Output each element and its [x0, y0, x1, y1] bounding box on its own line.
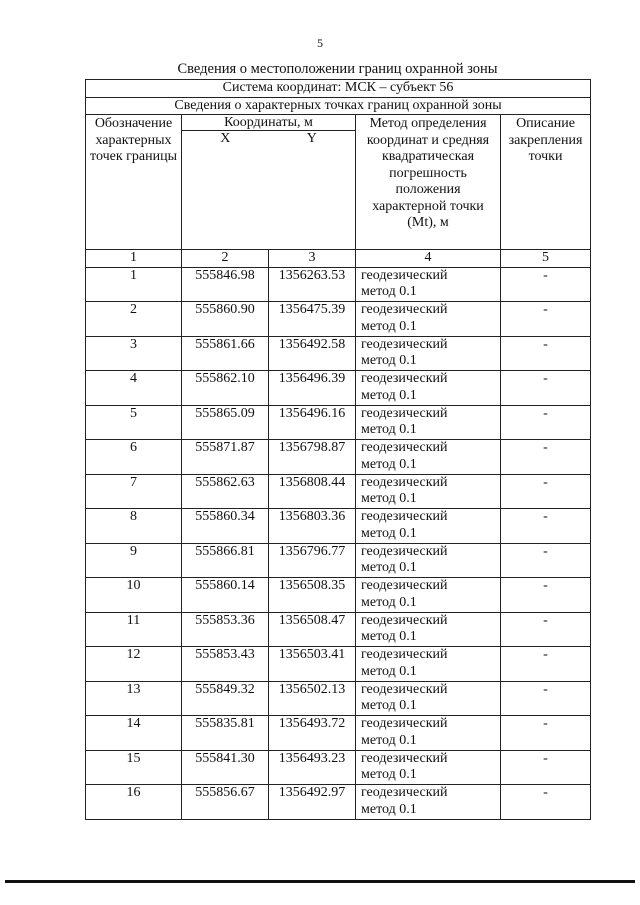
coord-x: 555862.10 [182, 371, 269, 406]
method-cell [356, 302, 501, 337]
description-cell: - [501, 509, 591, 544]
coord-x: 555860.34 [182, 509, 269, 544]
method-line: метод 0.1 [361, 284, 417, 299]
point-number: 16 [86, 785, 182, 820]
description-cell: - [501, 612, 591, 647]
point-number: 12 [86, 647, 182, 682]
description-cell: - [501, 750, 591, 785]
method-cell [356, 612, 501, 647]
coord-x: 555853.43 [182, 647, 269, 682]
table-row [86, 578, 591, 613]
coord-x: 555856.67 [182, 785, 269, 820]
method-line: геодезический [361, 785, 448, 800]
table-row [86, 647, 591, 682]
method-cell [356, 750, 501, 785]
description-cell: - [501, 474, 591, 509]
coord-y: 1356263.53 [269, 267, 356, 302]
boundary-points-table [85, 79, 591, 820]
method-line: геодезический [361, 267, 448, 283]
method-line: метод 0.1 [361, 525, 417, 541]
point-number: 14 [86, 716, 182, 751]
section-title-row [86, 97, 591, 115]
description-cell: - [501, 267, 591, 302]
point-number: 9 [86, 543, 182, 578]
coord-x: 555866.81 [182, 543, 269, 578]
coord-y: 1356492.97 [269, 785, 356, 820]
description-cell: - [501, 336, 591, 371]
table-row [86, 716, 591, 751]
table-row [86, 440, 591, 475]
method-line: геодезический [361, 750, 448, 766]
method-cell [356, 543, 501, 578]
method-line: метод 0.1 [361, 663, 417, 679]
method-line: геодезический [361, 405, 448, 421]
method-line: геодезический [361, 336, 448, 352]
coord-x: 555841.30 [182, 750, 269, 785]
description-cell: - [501, 302, 591, 337]
table-row [86, 405, 591, 440]
description-cell: - [501, 405, 591, 440]
method-line: геодезический [361, 474, 448, 490]
point-number: 3 [86, 336, 182, 371]
method-line: геодезический [361, 543, 448, 559]
coord-x: 555860.14 [182, 578, 269, 613]
coord-x: 555853.36 [182, 612, 269, 647]
column-number: 4 [356, 250, 501, 268]
method-line: геодезический [361, 302, 448, 317]
point-number: 6 [86, 440, 182, 475]
header-designation: Обозначение характерных точек границы [86, 115, 182, 250]
method-line: геодезический [361, 716, 448, 731]
table-row [86, 750, 591, 785]
point-number: 1 [86, 267, 182, 302]
method-line: метод 0.1 [361, 491, 417, 506]
point-number: 13 [86, 681, 182, 716]
description-cell: - [501, 785, 591, 820]
description-cell: - [501, 440, 591, 475]
method-cell [356, 716, 501, 751]
coord-y: 1356803.36 [269, 509, 356, 544]
point-number: 11 [86, 612, 182, 647]
point-number: 2 [86, 302, 182, 337]
method-cell [356, 647, 501, 682]
description-cell: - [501, 647, 591, 682]
method-line: геодезический [361, 371, 448, 386]
column-number: 2 [182, 250, 269, 268]
table-row [86, 302, 591, 337]
coord-y: 1356508.35 [269, 578, 356, 613]
method-line: геодезический [361, 681, 448, 697]
coord-y: 1356798.87 [269, 440, 356, 475]
method-line: метод 0.1 [361, 560, 417, 575]
method-cell [356, 440, 501, 475]
method-cell [356, 681, 501, 716]
coord-y: 1356502.13 [269, 681, 356, 716]
method-cell [356, 267, 501, 302]
description-cell: - [501, 716, 591, 751]
method-line: метод 0.1 [361, 594, 417, 610]
table-row [86, 612, 591, 647]
coord-y: 1356492.58 [269, 336, 356, 371]
table-row [86, 785, 591, 820]
header-method: Метод определения координат и средняя квадратическая погрешность положения характерной точки (Mt), м [356, 115, 501, 250]
coord-x: 555849.32 [182, 681, 269, 716]
method-line: геодезический [361, 578, 448, 593]
method-cell [356, 785, 501, 820]
coord-x: 555846.98 [182, 267, 269, 302]
method-cell [356, 474, 501, 509]
footer-rule [5, 880, 635, 883]
method-line: метод 0.1 [361, 801, 417, 817]
method-line: метод 0.1 [361, 318, 417, 334]
point-number: 8 [86, 509, 182, 544]
coord-x: 555862.63 [182, 474, 269, 509]
method-line: метод 0.1 [361, 422, 417, 437]
column-number: 5 [501, 250, 591, 268]
method-line: метод 0.1 [361, 353, 417, 368]
method-cell [356, 336, 501, 371]
description-cell: - [501, 371, 591, 406]
coord-x: 555860.90 [182, 302, 269, 337]
description-cell: - [501, 681, 591, 716]
method-line: метод 0.1 [361, 456, 417, 472]
point-number: 15 [86, 750, 182, 785]
coord-x: 555865.09 [182, 405, 269, 440]
column-number: 3 [269, 250, 356, 268]
column-numbers-row [86, 250, 591, 268]
coord-system-row [86, 80, 591, 98]
coord-system-label: Система координат: МСК – субъект 56 [86, 80, 591, 98]
method-line: геодезический [361, 509, 448, 524]
method-cell [356, 509, 501, 544]
method-line: метод 0.1 [361, 629, 417, 644]
point-number: 5 [86, 405, 182, 440]
table-row [86, 336, 591, 371]
table-row [86, 267, 591, 302]
method-line: метод 0.1 [361, 387, 417, 403]
point-number: 10 [86, 578, 182, 613]
document-title: Сведения о местоположении границ охранной зоны [177, 61, 498, 77]
page-number: 5 [317, 36, 323, 50]
coord-y: 1356475.39 [269, 302, 356, 337]
method-line: геодезический [361, 440, 448, 455]
method-line: метод 0.1 [361, 767, 417, 782]
table-row [86, 543, 591, 578]
coord-x: 555871.87 [182, 440, 269, 475]
coord-x: 555861.66 [182, 336, 269, 371]
header-coordinates: Координаты, м [182, 115, 356, 131]
table-row [86, 371, 591, 406]
method-line: геодезический [361, 647, 448, 662]
table-row [86, 474, 591, 509]
table-row [86, 681, 591, 716]
description-cell: - [501, 543, 591, 578]
coord-y: 1356493.23 [269, 750, 356, 785]
section-title: Сведения о характерных точках границ охранной зоны [86, 97, 591, 115]
coord-y: 1356503.41 [269, 647, 356, 682]
header-y: Y [269, 131, 356, 250]
header-description: Описание закрепления точки [501, 115, 591, 250]
coord-y: 1356493.72 [269, 716, 356, 751]
coord-y: 1356496.16 [269, 405, 356, 440]
method-cell [356, 405, 501, 440]
description-cell: - [501, 578, 591, 613]
method-line: метод 0.1 [361, 732, 417, 748]
coord-y: 1356508.47 [269, 612, 356, 647]
method-line: метод 0.1 [361, 698, 417, 713]
column-number: 1 [86, 250, 182, 268]
header-x: X [182, 131, 269, 250]
point-number: 7 [86, 474, 182, 509]
method-line: геодезический [361, 612, 448, 628]
coord-y: 1356796.77 [269, 543, 356, 578]
method-cell [356, 578, 501, 613]
method-cell [356, 371, 501, 406]
header-row [86, 115, 591, 131]
coord-y: 1356808.44 [269, 474, 356, 509]
table-row [86, 509, 591, 544]
coord-y: 1356496.39 [269, 371, 356, 406]
point-number: 4 [86, 371, 182, 406]
coord-x: 555835.81 [182, 716, 269, 751]
